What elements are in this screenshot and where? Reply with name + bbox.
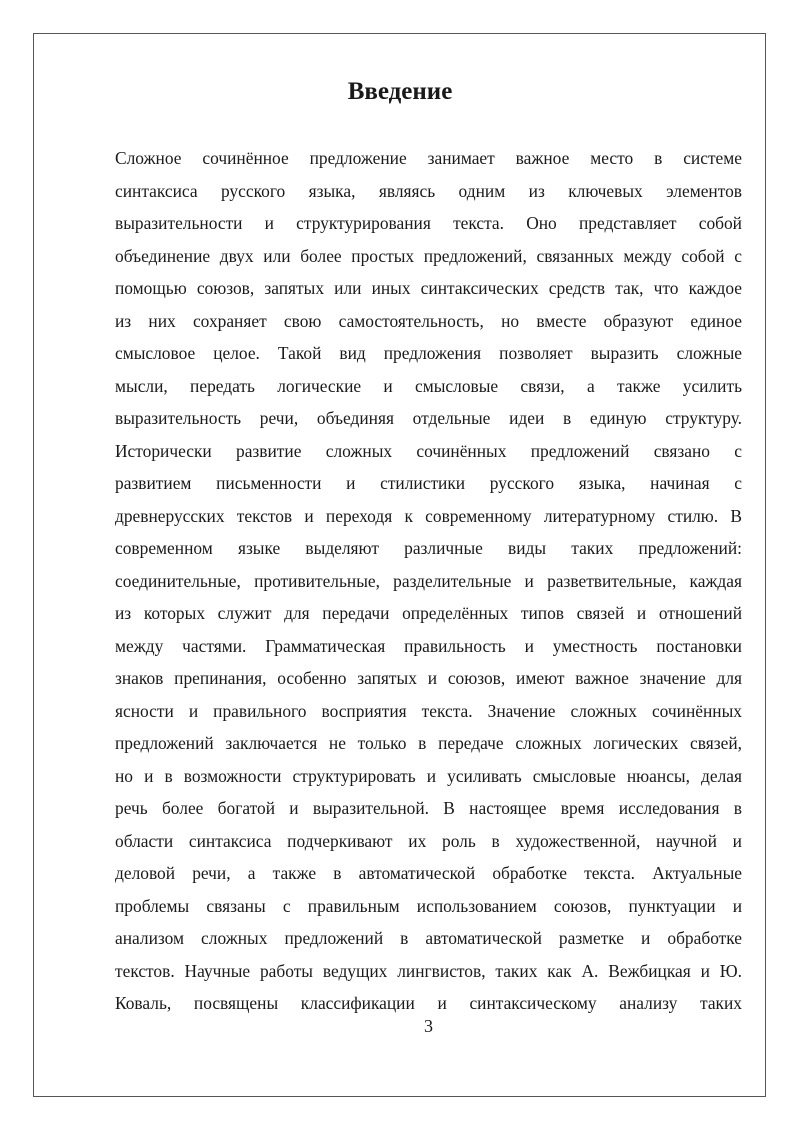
text-line: предложений заключается не только в передаче сложных логических связей, <box>115 733 742 753</box>
page-title: Введение <box>347 78 453 105</box>
text-line: древнерусских текстов и переходя к современному литературному стилю. В <box>115 505 742 526</box>
text-line: соединительные, противительные, разделительные и разветвительные, каждая <box>115 570 742 591</box>
text-line: Коваль, посвящены классификации и синтаксическому анализу таких <box>115 993 742 1013</box>
text-line: из них сохраняет свою самостоятельность, но вместе образуют единое <box>115 310 742 331</box>
text-line: выразительности и структурирования текста. Оно представляет собой <box>115 213 742 233</box>
text-line: Сложное сочинённое предложение занимает важное место в системе <box>115 148 742 168</box>
text-line: деловой речи, а также в автоматической обработке текста. Актуальные <box>115 863 742 883</box>
text-line: выразительность речи, объединяя отдельные идеи в единую структуру. <box>115 408 742 428</box>
text-line: объединение двух или более простых предложений, связанных между собой с <box>115 245 742 266</box>
text-line: мысли, передать логические и смысловые связи, а также усилить <box>115 375 742 396</box>
text-line: анализом сложных предложений в автоматической разметке и обработке <box>115 928 742 948</box>
text-line: из которых служит для передачи определённых типов связей и отношений <box>115 603 742 623</box>
page-number: 3 <box>424 1016 433 1036</box>
text-line: между частями. Грамматическая правильность и уместность постановки <box>115 635 742 656</box>
text-line: современном языке выделяют различные виды таких предложений: <box>115 538 742 558</box>
text-line: текстов. Научные работы ведущих лингвистов, таких как А. Вежбицкая и Ю. <box>115 960 742 981</box>
text-line: ясности и правильного восприятия текста. Значение сложных сочинённых <box>115 700 742 721</box>
body-paragraph <box>115 142 742 1020</box>
text-line: смысловое целое. Такой вид предложения позволяет выразить сложные <box>115 343 742 363</box>
text-line: знаков препинания, особенно запятых и союзов, имеют важное значение для <box>115 668 742 688</box>
text-line: Исторически развитие сложных сочинённых предложений связано с <box>115 440 742 461</box>
text-line: синтаксиса русского языка, являясь одним из ключевых элементов <box>115 180 742 201</box>
text-line: развитием письменности и стилистики русского языка, начиная с <box>115 473 742 493</box>
text-line: проблемы связаны с правильным использованием союзов, пунктуации и <box>115 895 742 916</box>
text-line: области синтаксиса подчеркивают их роль в художественной, научной и <box>115 830 742 851</box>
text-line: речь более богатой и выразительной. В настоящее время исследования в <box>115 798 742 818</box>
text-line: помощью союзов, запятых или иных синтаксических средств так, что каждое <box>115 278 742 298</box>
text-line: но и в возможности структурировать и усиливать смысловые нюансы, делая <box>115 765 742 786</box>
